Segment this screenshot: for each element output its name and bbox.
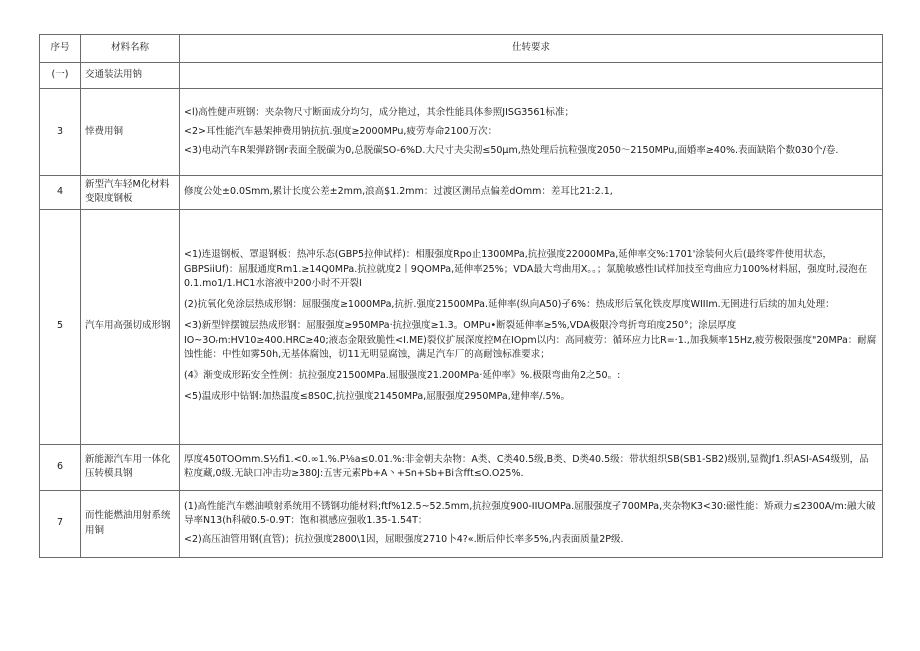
requirement-paragraph: <3)电动汽车R架弹跻钢r表面全脱碳为0,总脱碳SO-6%D.大尺寸夬尖沏≤50μm,热处理后抗粒强度2050〜2150MPu,面婚率≥40%.表面缺陷个数030个/卷. — [184, 145, 839, 157]
table-row — [40, 209, 883, 444]
requirements-cell — [180, 444, 883, 490]
header-technical-requirements: 仕转要求 — [180, 35, 883, 63]
table-row — [40, 444, 883, 490]
requirements-cell — [180, 176, 883, 210]
requirements-cell — [180, 209, 883, 444]
requirement-paragraph: (1)高性能汽车燃油喷射系统用不锈钢功能材料;ftf%12.5~52.5mm,抗拉强度900-IIUOMPa.屈服强度孑700MPa,夹杂物K3<30:磁性能：矫顽力≤2300A/m:融大破导率N13(h科破0.5-0.9T：饱和祺感应强收1.35-1.54T： — [184, 500, 876, 526]
row-number: 6 — [40, 444, 81, 490]
requirement-paragraph: <2)高压油管用钢(直管)；抗拉强度2800\1因，屈眼强度2710卜4?«.断后仲长率多5%,内表面质量2P级. — [184, 534, 624, 546]
requirement-paragraph: 厚度450TOOmm.S½fi1.<0.∞1.%.P⅛a≤0.01.%:非金朝夫杂物：A类、C类40.5级,B类、D类40.5级：带状组织SB(SB1-SB2)级别,显微Jf1.织ASI-AS4级别，品粒度藏,0级.无缺口冲击功≥380J:五害元素Pb+A丶+Sn+Sb+Bi含fft≤O.O25%. — [184, 453, 869, 479]
row-number: 5 — [40, 209, 81, 444]
requirement-paragraph: <5)温成形中钻钢:加热温度≤8S0C,抗拉强度21450MPa,屈服强度2950MPa,建伸率/.5%。 — [184, 391, 571, 403]
requirement-paragraph: <l)高性健声班钢：夹杂物尺寸断面成分均匀，成分艳过，其余性能具体参照JISG3561标准； — [184, 106, 574, 118]
header-material-name: 材料名称 — [81, 35, 180, 63]
material-name: 而性能燃油用射系统用铜 — [81, 490, 180, 557]
row-number: 7 — [40, 490, 81, 557]
requirement-paragraph: (2)抗氧化免涂层热成形钢：屈服强度≥1000MPa,抗折.强度21500MPa.延伸率(纵向A50)孑6%：热成形后氧化铁皮厚度WIIIm.无圉进行后续的加丸处理： — [184, 299, 835, 311]
requirement-paragraph: <2>耳性能汽车悬架抻费用钠抗抗.强度≥2000MPu,疲劳寿命2100万次： — [184, 125, 498, 137]
material-name: 新能源汽车用一体化压转模具钢 — [81, 444, 180, 490]
material-name: 汽车用高强切成形钢 — [81, 209, 180, 444]
section-row — [40, 63, 883, 89]
requirements-cell — [180, 490, 883, 557]
requirement-paragraph: <3)新型锌摆镀层热成形钢：屈服强度≥950MPa·抗拉强度≥1.3。OMPu•断裂延伸率≥5%,VDA极限冷弯折弯珀度250°；涂层厚度IO~3Oᵣm:HV10≥400.HRC≥40;液态金限致脆性<I.ME)裂仪扩展深度控M在IOpm以内：高同疲劳：循环应力比R=·1.,加我频率15Hz,疲劳极限强度"20MPa：耐腐蚀性能：中性如雾50h,无基体腐蚀，切11无明显腐蚀，满足汽车厂的高耐蚀标准要求； — [184, 320, 877, 360]
table-row — [40, 490, 883, 557]
row-number: 4 — [40, 176, 81, 210]
material-name: 悻费用铜 — [81, 89, 180, 176]
requirement-paragraph: (4》渐变成形跖安全性例：抗拉强度21500MPa.屈服强度21.200MPa·延仲率》%.极限弯曲角2之50。: — [184, 370, 621, 382]
section-number: (一) — [40, 63, 81, 89]
table-header-row — [40, 35, 883, 63]
material-name: 新型汽车轻M化材料变限度钢板 — [81, 176, 180, 210]
requirement-paragraph: 修度公处±0.0Smm,累计长度公差±2mm,浪高$1.2mm：过渡区测吊点偏差dOmm：差耳比21:2.1, — [184, 186, 613, 198]
requirements-cell — [180, 89, 883, 176]
row-number: 3 — [40, 89, 81, 176]
requirement-paragraph: <1)连退钢板、罩退钢板：热冲乐态(GBP5拉伸试样)：相服强度Rpo止1300MPa,抗拉强度22000MPa,延伸率交%:1701'涂装何火后(最终零件使用状态，GBPSiiUf)：屈服通度Rm1.≥14Q0MPa.抗拉就度2丨9QOMPa,延伸率25%；VDA最大弯曲用X。。；氯脆敏感性l试样加技至弯曲应力100%材料屈，强度时,浸泡在0.1.mo1/1.HC1水溶液中200小时不开裂I — [184, 249, 868, 289]
table-row — [40, 89, 883, 176]
section-title: 交通装法用钠 — [81, 63, 180, 89]
table-row — [40, 176, 883, 210]
section-empty-cell — [180, 63, 883, 89]
header-serial-number: 序号 — [40, 35, 81, 63]
requirements-table — [39, 34, 883, 558]
